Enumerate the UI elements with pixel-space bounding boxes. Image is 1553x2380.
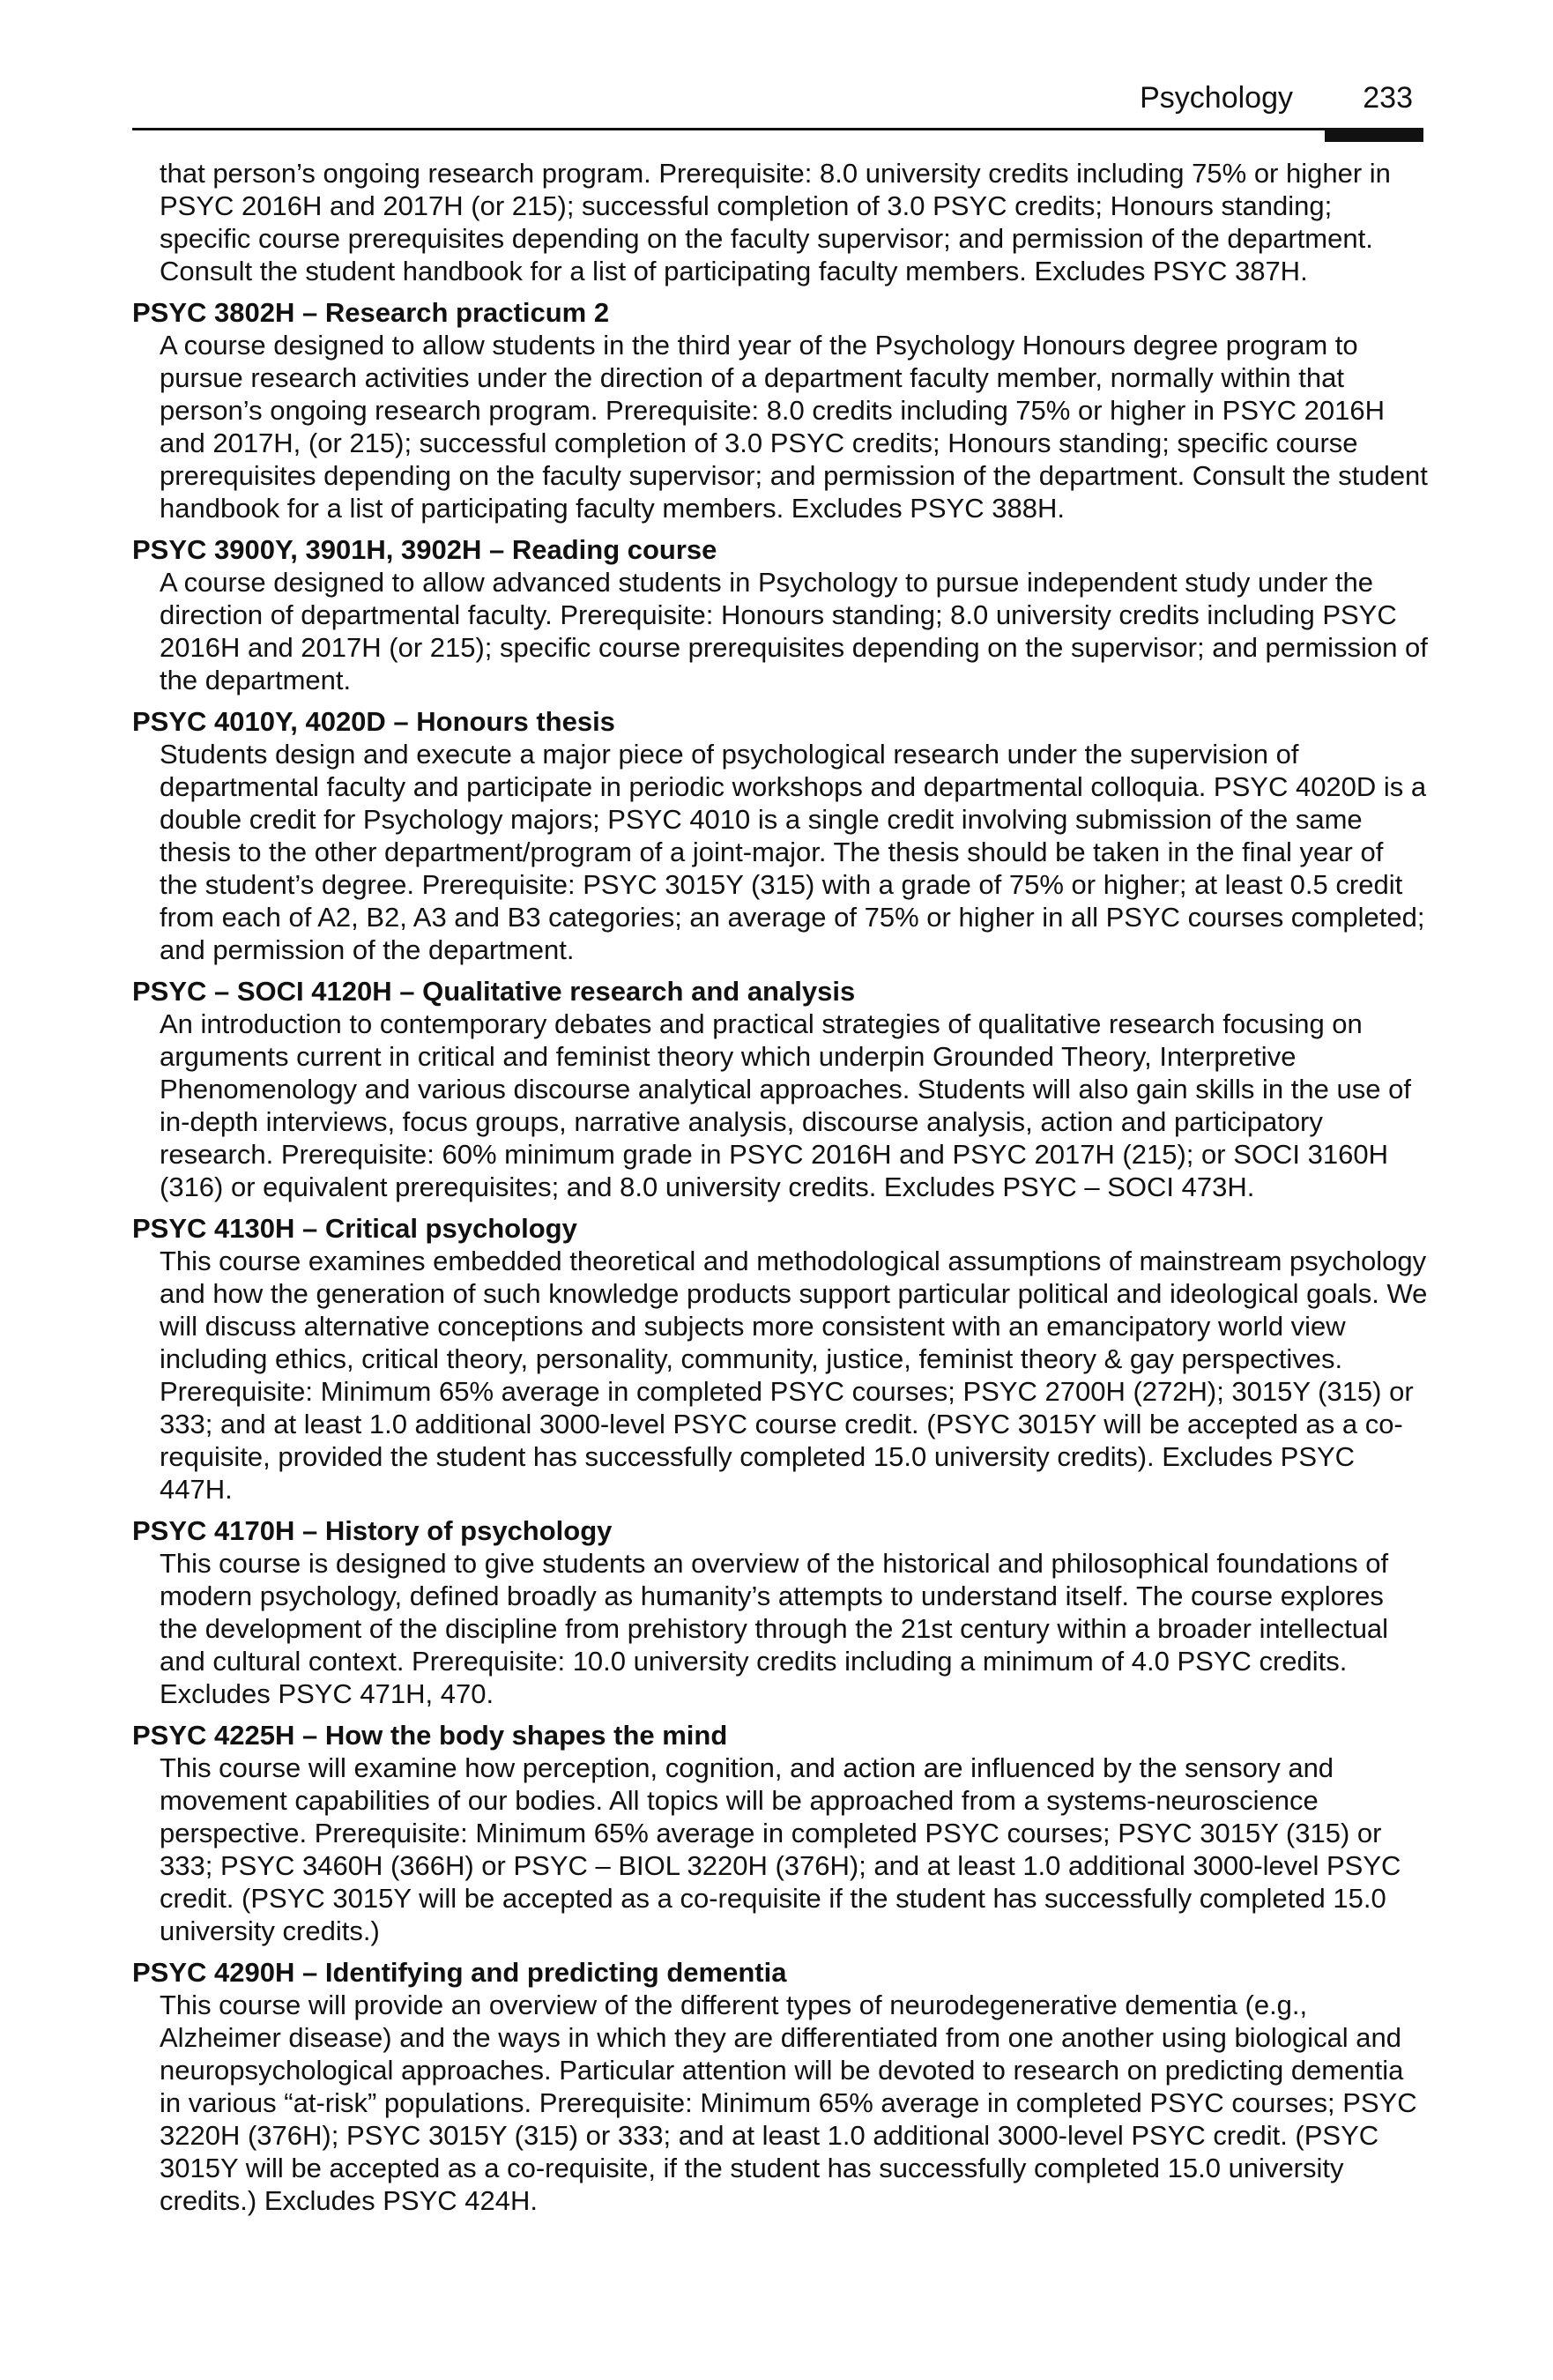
- course-description: This course will examine how perception, cognition, and action are influenced by the sensory and movement capabilities of our bodies. All topics will be approached from a systems-neuroscience perspective. Prerequisite: Minimum 65% average in completed PSYC courses; PSYC 3015Y (315) or 333; PSYC 3460H (366H) or PSYC – BIOL 3220H (376H); and at least 1.0 additional 3000-level PSYC credit. (PSYC 3015Y will be accepted as a co-requisite if the student has successfully completed 15.0 university credits.): [160, 1752, 1401, 1946]
- section-title: Psychology: [1140, 81, 1293, 115]
- course-description: A course designed to allow students in the third year of the Psychology Honours degree program to pursue research activities under the direction of a department faculty member, normally within that person’s ongoing research program. Prerequisite: 8.0 credits including 75% or higher in PSYC 2016H and 2017H, (or 215); successful completion of 3.0 PSYC credits; Honours standing; specific course prerequisites depending on the faculty supervisor; and permission of the department. Consult the student handbook for a list of participating faculty members. Excludes PSYC 388H.: [160, 330, 1428, 524]
- course-title: PSYC 3900Y, 3901H, 3902H – Reading course: [132, 534, 717, 565]
- course-entry: [132, 296, 1428, 524]
- course-description: This course is designed to give students an overview of the historical and philosophical foundations of modern psychology, defined broadly as humanity’s attempts to understand itself. The course explores the development of the discipline from prehistory through the 21st century within a broader intellectual and cultural context. Prerequisite: 10.0 university credits including a minimum of 4.0 PSYC credits. Excludes PSYC 471H, 470.: [160, 1548, 1389, 1709]
- course-description: Students design and execute a major piece of psychological research under the supervision of departmental faculty and participate in periodic workshops and departmental colloquia. PSYC 4020D is a double credit for Psychology majors; PSYC 4010 is a single credit involving submission of the same thesis to the other department/program of a joint-major. The thesis should be taken in the final year of the student’s degree. Prerequisite: PSYC 3015Y (315) with a grade of 75% or higher; at least 0.5 credit from each of A2, B2, A3 and B3 categories; an average of 75% or higher in all PSYC courses completed; and permission of the department.: [160, 739, 1427, 965]
- course-entry: [132, 1956, 1428, 2217]
- page-number: 233: [1363, 81, 1413, 115]
- course-title: PSYC – SOCI 4120H – Qualitative research and analysis: [132, 976, 856, 1007]
- running-header: [132, 78, 1423, 130]
- course-title: PSYC 3802H – Research practicum 2: [132, 297, 610, 328]
- page-number-tab: [1325, 128, 1423, 142]
- header-rule: [132, 128, 1423, 130]
- course-title: PSYC 4225H – How the body shapes the mind: [132, 1720, 728, 1751]
- course-description: A course designed to allow advanced students in Psychology to pursue independent study under the direction of departmental faculty. Prerequisite: Honours standing; 8.0 university credits including PSYC 2016H and 2017H (or 215); specific course prerequisites depending on the supervisor; and permission of the department.: [160, 567, 1428, 695]
- course-title: PSYC 4130H – Critical psychology: [132, 1213, 577, 1244]
- course-entry: [132, 975, 1428, 1203]
- course-description: This course will provide an overview of the different types of neurodegenerative dementia (e.g., Alzheimer disease) and the ways in which they are differentiated from one another using biological and neuropsychological approaches. Particular attention will be devoted to research on predicting dementia in various “at-risk” populations. Prerequisite: Minimum 65% average in completed PSYC courses; PSYC 3220H (376H); PSYC 3015Y (315) or 333; and at least 1.0 additional 3000-level PSYC credit. (PSYC 3015Y will be accepted as a co-requisite, if the student has successfully completed 15.0 university credits.) Excludes PSYC 424H.: [160, 1990, 1417, 2216]
- course-description: An introduction to contemporary debates and practical strategies of qualitative research focusing on arguments current in critical and feminist theory which underpin Grounded Theory, Interpretive Phenomenology and various discourse analytical approaches. Students will also gain skills in the use of in-depth interviews, focus groups, narrative analysis, discourse analysis, action and participatory research. Prerequisite: 60% minimum grade in PSYC 2016H and PSYC 2017H (215); or SOCI 3160H (316) or equivalent prerequisites; and 8.0 university credits. Excludes PSYC – SOCI 473H.: [160, 1008, 1411, 1202]
- course-title: PSYC 4010Y, 4020D – Honours thesis: [132, 706, 615, 737]
- course-description: This course examines embedded theoretical and methodological assumptions of mainstream psychology and how the generation of such knowledge products support particular political and ideological goals. We will discuss alternative conceptions and subjects more consistent with an emancipatory world view including ethics, critical theory, personality, community, justice, feminist theory & gay perspectives. Prerequisite: Minimum 65% average in completed PSYC courses; PSYC 2700H (272H); 3015Y (315) or 333; and at least 1.0 additional 3000-level PSYC course credit. (PSYC 3015Y will be accepted as a co-requisite, provided the student has successfully completed 15.0 university credits). Excludes PSYC 447H.: [160, 1246, 1428, 1505]
- course-entry: [132, 533, 1428, 696]
- course-entry: [132, 705, 1428, 966]
- course-entry: [132, 1212, 1428, 1506]
- course-title: PSYC 4170H – History of psychology: [132, 1515, 613, 1546]
- continued-description: that person’s ongoing research program. Prerequisite: 8.0 university credits including 75% or higher in PSYC 2016H and 2017H (or 215); successful completion of 3.0 PSYC credits; Honours standing; specific course prerequisites depending on the faculty supervisor; and permission of the department. Consult the student handbook for a list of participating faculty members. Excludes PSYC 387H.: [160, 158, 1391, 286]
- course-entry: [132, 1719, 1428, 1947]
- course-entry: [132, 1514, 1428, 1710]
- course-title: PSYC 4290H – Identifying and predicting dementia: [132, 1957, 787, 1988]
- course-listings: [132, 157, 1428, 2226]
